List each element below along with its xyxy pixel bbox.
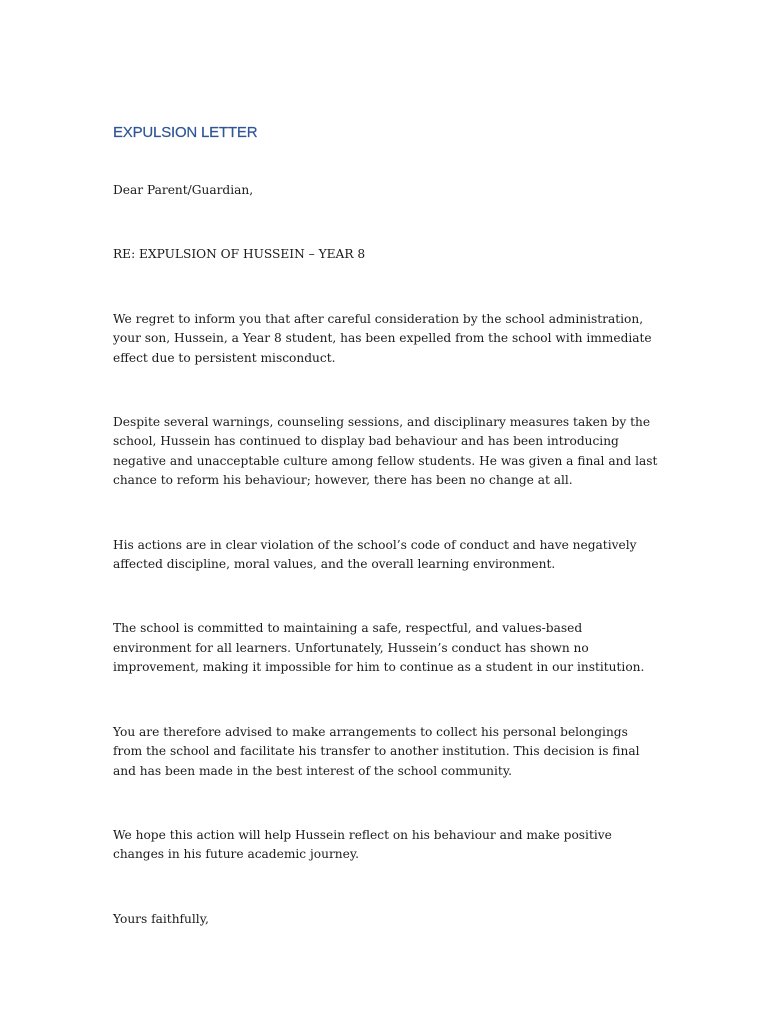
letter-paragraph: The school is committed to maintaining a safe, respectful, and values-based environment for all learners. Unfortunately, Hussein’s conduct has shown no improvement, making it impossible for him to continue as a student in our institution. bbox=[113, 621, 645, 675]
letter-paragraph: Despite several warnings, counseling sessions, and disciplinary measures taken by the school, Hussein has continued to display bad behaviour and has been introducing negative and unacceptable culture among fellow students. He was given a final and last chance to reform his behaviour; however, there has been no change at all. bbox=[113, 415, 658, 488]
letter-paragraph: You are therefore advised to make arrangements to collect his personal belongings from the school and facilitate his transfer to another institution. This decision is final and has been made in the best interest of the school community. bbox=[113, 724, 640, 778]
letter-body bbox=[113, 124, 658, 929]
letter-title: EXPULSION LETTER bbox=[113, 124, 258, 141]
letter-paragraph: His actions are in clear violation of the school’s code of conduct and have negatively affected discipline, moral values, and the overall learning environment. bbox=[113, 537, 637, 572]
letter-greeting: Dear Parent/Guardian, bbox=[113, 183, 254, 197]
letter-paragraph: We regret to inform you that after careful consideration by the school administration, your son, Hussein, a Year 8 student, has been expelled from the school with immediate effect due to persistent misconduct. bbox=[113, 311, 652, 365]
letter-paragraph: We hope this action will help Hussein reflect on his behaviour and make positive changes in his future academic journey. bbox=[113, 827, 612, 862]
letter-closing: Yours faithfully, bbox=[113, 911, 209, 926]
letter-subject: RE: EXPULSION OF HUSSEIN – YEAR 8 bbox=[113, 247, 366, 262]
